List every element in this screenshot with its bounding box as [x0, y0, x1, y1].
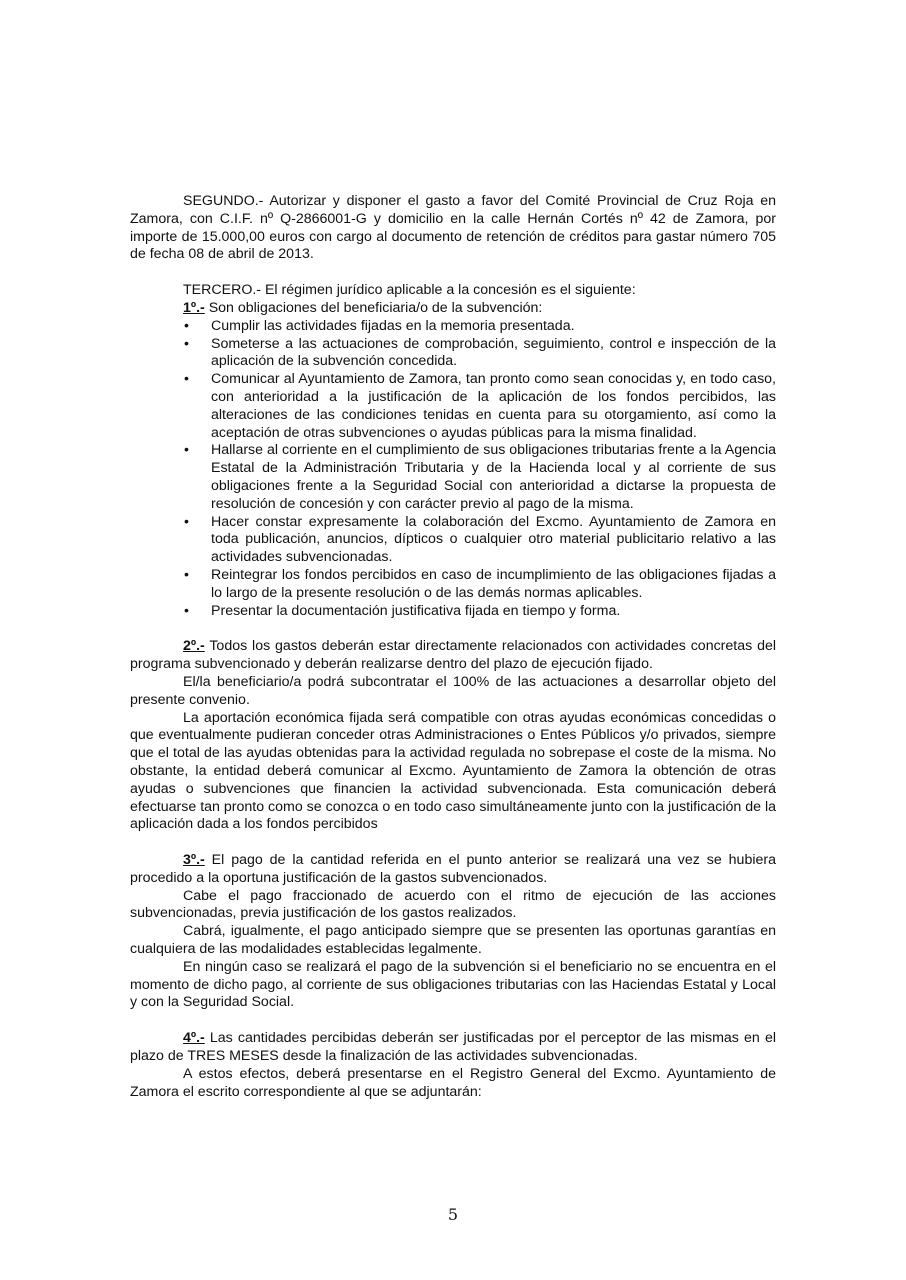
- list-item: • Someterse a las actuaciones de comprobación, seguimiento, control e inspección de la aplicación de la subvención concedida.: [211, 336, 776, 372]
- list-item: • Hacer constar expresamente la colaboración del Excmo. Ayuntamiento de Zamora en toda publicación, anuncios, dípticos o cualquier otro material publicitario relativo a las actividades subvencionadas.: [211, 514, 776, 567]
- document-body: [130, 193, 776, 1101]
- segundo-paragraph: SEGUNDO.- Autorizar y disponer el gasto a favor del Comité Provincial de Cruz Roja en Zamora, con C.I.F. nº Q-2866001-G y domicilio en la calle Hernán Cortés nº 42 de Zamora, por importe de 15.000,00 euros con cargo al documento de retención de créditos para gastar número 705 de fecha 08 de abril de 2013.: [130, 193, 776, 263]
- section-1-marker: 1º.-: [183, 299, 205, 316]
- list-item: • Presentar la documentación justificativa fijada en tiempo y forma.: [211, 603, 776, 621]
- section-3-advance-paragraph: Cabrá, igualmente, el pago anticipado siempre que se presenten las oportunas garantías en cualquiera de las modalidades establecidas legalmente.: [130, 923, 776, 958]
- section-3-paragraph: [130, 852, 776, 888]
- section-1-intro: [130, 300, 776, 318]
- list-item: • Comunicar al Ayuntamiento de Zamora, tan pronto como sean conocidas y, en todo caso, con anterioridad a la justificación de la aplicación de los fondos percibidos, las alteraciones de las condiciones tenidas en cuenta para su otorgamiento, así como la aceptación de otras subvenciones o ayudas públicas para la misma finalidad.: [211, 371, 776, 442]
- list-item: • Cumplir las actividades fijadas en la memoria presentada.: [211, 318, 776, 336]
- obligations-list: [130, 318, 776, 621]
- section-3-text: El pago de la cantidad referida en el punto anterior se realizará una vez se hubiera procedido a la oportuna justificación de la gastos subvencionados.: [130, 852, 776, 886]
- list-item: • Reintegrar los fondos percibidos en caso de incumplimiento de las obligaciones fijadas a lo largo de la presente resolución o de las demás normas aplicables.: [211, 567, 776, 603]
- section-2-text: Todos los gastos deberán estar directamente relacionados con actividades concretas del programa subvencionado y deberán realizarse dentro del plazo de ejecución fijado.: [130, 638, 776, 673]
- section-2-compatibility-paragraph: La aportación económica fijada será compatible con otras ayudas económicas concedidas o que eventualmente pudieran conceder otras Administraciones o Entes Públicos y/o privados, siempre que el total de las ayudas obtenidas para la actividad regulada no sobrepase el coste de la misma. No obstante, la entidad deberá comunicar al Excmo. Ayuntamiento de Zamora la obtención de otras ayudas o subvenciones que financien la actividad subvencionada. Esta comunicación deberá efectuarse tan pronto como se conozca o en todo caso simultáneamente junto con la justificación de la aplicación dada a los fondos percibidos: [130, 709, 776, 833]
- section-4-marker: 4º.-: [183, 1030, 205, 1047]
- section-4-registry-paragraph: A estos efectos, deberá presentarse en el Registro General del Excmo. Ayuntamiento de Zamora el escrito correspondiente al que se adjuntarán:: [130, 1065, 776, 1100]
- section-3-marker: 3º.-: [183, 852, 205, 869]
- section-3-condition-paragraph: En ningún caso se realizará el pago de la subvención si el beneficiario no se encuentra en el momento de dicho pago, al corriente de sus obligaciones tributarias con las Haciendas Estatal y Local y con la Seguridad Social.: [130, 958, 776, 1011]
- section-2-paragraph: [130, 638, 776, 674]
- section-3-fractional-paragraph: Cabe el pago fraccionado de acuerdo con el ritmo de ejecución de las acciones subvencionadas, previa justificación de los gastos realizados.: [130, 887, 776, 922]
- section-4-paragraph: [130, 1030, 776, 1066]
- list-item: • Hallarse al corriente en el cumplimiento de sus obligaciones tributarias frente a la Agencia Estatal de la Administración Tributaria y de la Hacienda local y al corriente de sus obligaciones frente a la Seguridad Social con anterioridad a dictarse la propuesta de resolución de concesión y con carácter previo al pago de la misma.: [211, 442, 776, 513]
- tercero-paragraph: TERCERO.- El régimen jurídico aplicable a la concesión es el siguiente:: [183, 282, 636, 299]
- page-number: 5: [447, 1205, 459, 1224]
- section-2-marker: 2º.-: [183, 638, 205, 655]
- section-1-intro-text: Son obligaciones del beneficiaria/o de la subvención:: [204, 299, 543, 316]
- section-2-subcontract-paragraph: El/la beneficiario/a podrá subcontratar el 100% de las actuaciones a desarrollar objeto del presente convenio.: [130, 673, 776, 708]
- section-4-text: Las cantidades percibidas deberán ser justificadas por el perceptor de las mismas en el plazo de TRES MESES desde la finalización de las actividades subvencionadas.: [130, 1030, 776, 1065]
